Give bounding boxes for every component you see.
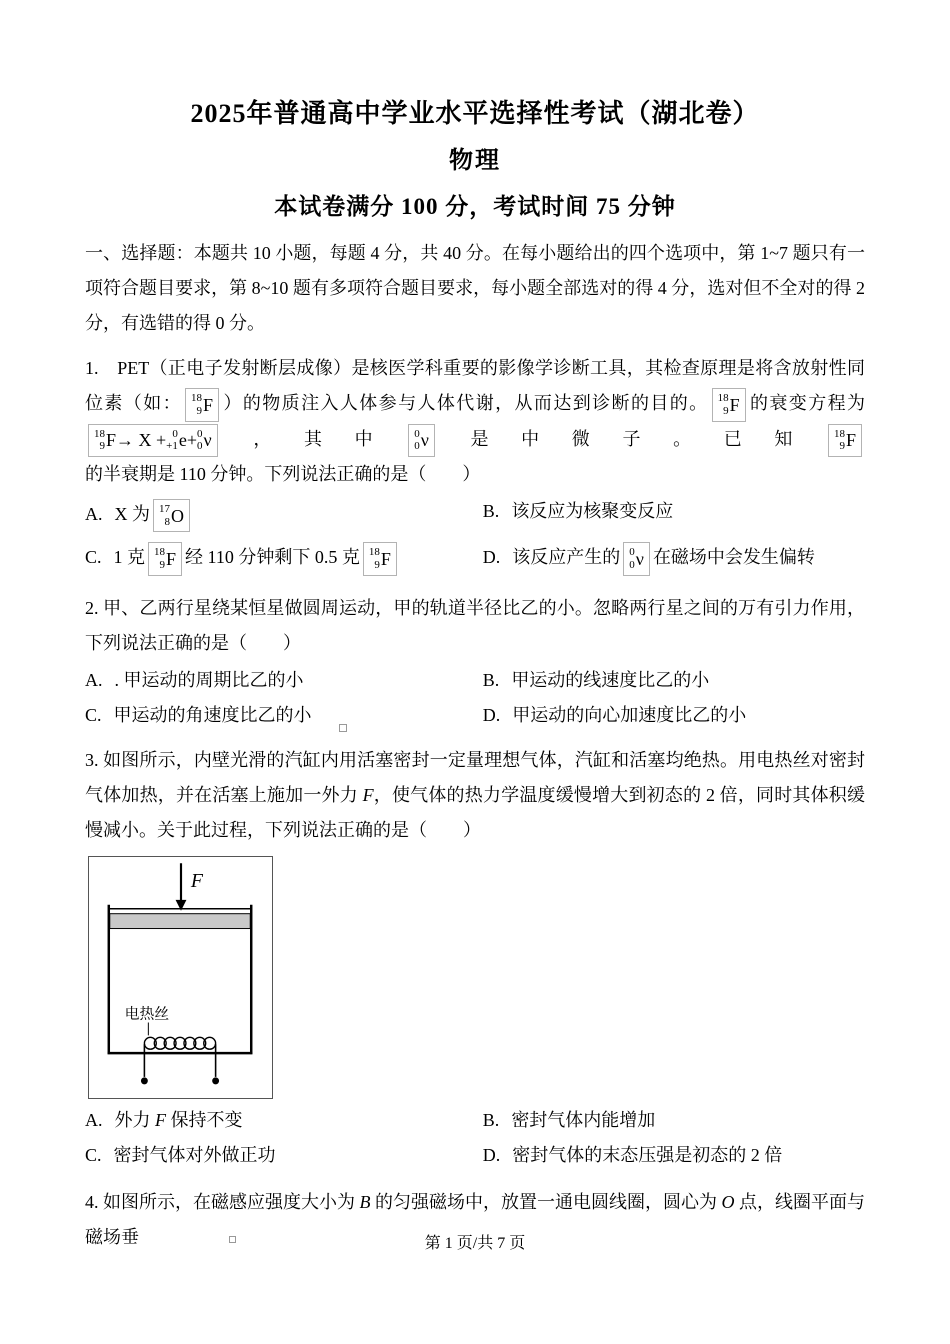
q1-option-c-label: C. — [85, 547, 102, 568]
q3-option-c-label: C. — [85, 1144, 102, 1165]
q2-option-b-label: B. — [482, 669, 500, 690]
q2-options — [85, 663, 865, 733]
cylinder-figure-svg — [89, 857, 272, 1098]
force-arrow — [176, 863, 204, 910]
q2-option-a-text: . 甲运动的周期比乙的小 — [114, 669, 304, 690]
heater-coil — [144, 1037, 215, 1049]
q2-option-d — [483, 698, 865, 733]
q3-figure — [88, 856, 273, 1099]
piston — [110, 908, 250, 928]
equation-box: 18 9 F → X + 0 +1 e + 0 0 ν — [88, 424, 218, 457]
q3-option-c — [85, 1138, 483, 1173]
nuclide-notation: 18 9 F — [828, 424, 862, 457]
q1-option-b-text: 该反应为核聚变反应 — [511, 501, 674, 522]
q3-option-a-label: A. — [85, 1109, 103, 1130]
q2-stem: 2. 甲、乙两行星绕某恒星做圆周运动，甲的轨道半径比乙的小。忽略两行星之间的万有引力作用，下列说法正确的是（ ） — [85, 597, 865, 653]
q1-option-d-text: 该反应产生的 0 0 ν 在磁场中会发生偏转 — [512, 547, 815, 567]
q1-option-a — [85, 494, 483, 537]
q1-option-d-label: D. — [482, 547, 501, 568]
page-number-footer: 第 1 页/共 7 页 — [424, 1235, 526, 1252]
q3-option-a-text: 外力 F 保持不变 — [114, 1109, 243, 1130]
q3-option-a — [85, 1103, 483, 1138]
nuclide-notation: 18 9 F — [185, 388, 219, 421]
q1-option-c-text: 1 克 18 9 F 经 110 分钟剩下 0.5 克 18 9 F — [114, 547, 400, 567]
terminal-dot-right — [212, 1077, 219, 1084]
q3-option-b-text: 密封气体内能增加 — [511, 1109, 656, 1130]
q3-option-c-text: 密封气体对外做正功 — [113, 1144, 276, 1165]
q3-stem: 3. 如图所示，内壁光滑的汽缸内用活塞密封一定量理想气体，汽缸和活塞均绝热。用电热丝对密封气体加热，并在活塞上施加一外力 F，使气体的热力学温度缓慢增大到初态的 2 倍，同时其体积缓慢减小。关于此过程，下列说法正确的是（ ） — [85, 749, 866, 840]
q3-option-d-label: D. — [482, 1144, 501, 1165]
q3-options — [85, 1103, 865, 1173]
q1-option-a-label: A. — [85, 503, 103, 524]
nuclide-notation: 18 9 F — [363, 542, 397, 575]
q3-option-b-label: B. — [482, 1109, 500, 1130]
nuclide-notation: 0 0 ν — [623, 542, 650, 575]
q3-option-b — [483, 1103, 865, 1138]
nuclide-notation: 0 0 ν — [197, 427, 212, 453]
q3-option-d-text: 密封气体的末态压强是初态的 2 倍 — [512, 1144, 783, 1165]
q3-option-d — [483, 1138, 865, 1173]
nuclide-notation: 18 9 F — [148, 542, 182, 575]
q2-option-a-label: A. — [85, 669, 103, 690]
q2-option-c — [85, 698, 483, 733]
exam-info-line: 本试卷满分 100 分，考试时间 75 分钟 — [274, 194, 676, 219]
nuclide-notation: 18 9 F — [712, 388, 746, 421]
heater-leads — [141, 1044, 219, 1084]
q2-option-c-label: C. — [85, 704, 102, 725]
q2-option-d-label: D. — [482, 704, 501, 725]
q4-stem: 4. 如图所示，在磁感应强度大小为 B 的匀强磁场中，放置一通电圆线圈，圆心为 O 点，线圈平面与磁场垂 — [85, 1191, 865, 1247]
q1-options — [85, 494, 865, 581]
subject-title: 物理 — [449, 148, 501, 174]
q2-option-b — [483, 663, 865, 698]
page-title: 2025年普通高中学业水平选择性考试（湖北卷） — [190, 99, 760, 128]
q2-option-c-text: 甲运动的角速度比乙的小 — [113, 704, 312, 725]
stray-box-artifact — [339, 724, 347, 732]
nuclide-notation: 17 8 O — [153, 499, 190, 532]
q1-option-b-label: B. — [482, 501, 500, 522]
q1-option-b — [483, 494, 865, 537]
nuclide-notation: 18 9 F — [94, 427, 117, 453]
force-label: F — [190, 869, 203, 892]
q1-stem: 1. PET（正电子发射断层成像）是核医学科重要的影像学诊断工具，其检查原理是将含放射性同位素（如： 18 9 F ）的物质注入人体参与人体代谢，从而达到诊断的目的。 18 9 F 的衰变方程为 18 9 F → X + 0 +1 e + 0 0 ν ，其中 0 0 ν 是中微子。已知 18 9 F 的半衰期是 110 分钟。下列说法正确的是（ ） — [85, 358, 866, 485]
nuclide-notation: 0 0 ν — [408, 424, 435, 457]
heater-label: 电热丝 — [124, 1006, 170, 1023]
section1-intro: 一、选择题：本题共 10 小题，每题 4 分，共 40 分。在每小题给出的四个选项中，第 1~7 题只有一项符合题目要求，第 8~10 题有多项符合题目要求，每小题全部选对的得 4 分，选对但不全对的得 2 分，有选错的得 0 分。 — [85, 243, 865, 333]
q1-option-d — [483, 537, 865, 580]
nuclide-notation: 0 +1 e — [166, 427, 187, 453]
q1-option-a-text: X 为 17 8 O — [115, 504, 194, 524]
q2-option-d-text: 甲运动的向心加速度比乙的小 — [512, 704, 747, 725]
terminal-dot-left — [141, 1077, 148, 1084]
q2-option-b-text: 甲运动的线速度比乙的小 — [511, 669, 710, 690]
q1-option-c — [85, 537, 483, 580]
q2-option-a — [85, 663, 483, 698]
